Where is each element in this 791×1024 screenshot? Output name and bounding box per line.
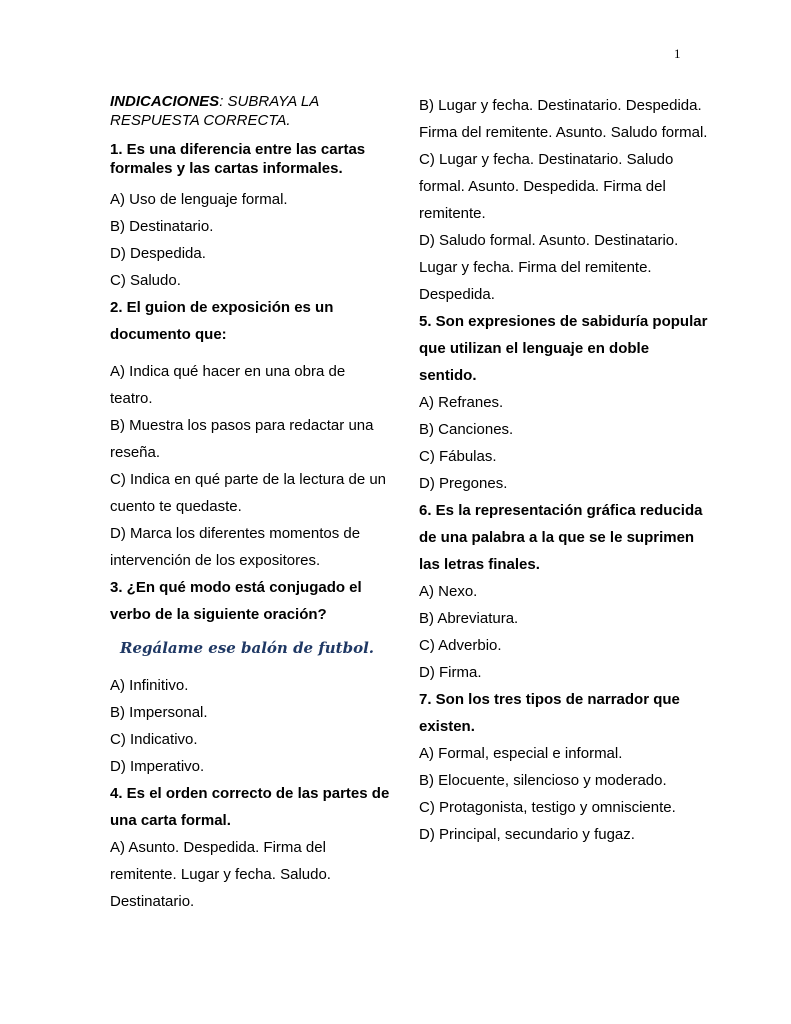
answer-option[interactable]: D) Despedida. — [110, 245, 206, 262]
question-3 — [110, 574, 390, 780]
question-4 — [110, 780, 390, 915]
answer-option[interactable]: B) Destinatario. — [110, 218, 214, 235]
answer-option[interactable]: C) Indicativo. — [110, 731, 198, 748]
question-2 — [110, 294, 390, 574]
question-6 — [419, 497, 709, 686]
answer-option[interactable]: C) Saludo. — [110, 272, 181, 289]
answer-option[interactable]: D) Saludo formal. Asunto. Destinatario. Lugar y fecha. Firma del remitente. Despedida. — [419, 232, 679, 303]
instructions-label: INDICACIONES — [110, 93, 220, 110]
question-prompt: 4. Es el orden correcto de las partes de una carta formal. — [110, 785, 390, 829]
question-1 — [110, 140, 390, 294]
question-5 — [419, 308, 709, 497]
answer-option[interactable]: A) Uso de lenguaje formal. — [110, 191, 288, 208]
answer-option[interactable]: C) Fábulas. — [419, 448, 497, 465]
question-prompt: 7. Son los tres tipos de narrador que existen. — [419, 691, 680, 735]
answer-option[interactable]: B) Impersonal. — [110, 704, 208, 721]
answer-option[interactable]: B) Lugar y fecha. Destinatario. Despedida. Firma del remitente. Asunto. Saludo formal. — [419, 97, 708, 141]
answer-option[interactable]: A) Asunto. Despedida. Firma del remitente. Lugar y fecha. Saludo. Destinatario. — [110, 839, 331, 910]
example-sentence: Regálame ese balón de futbol. — [120, 639, 375, 657]
answer-option[interactable]: A) Formal, especial e informal. — [419, 745, 623, 762]
answer-option[interactable]: D) Principal, secundario y fugaz. — [419, 826, 635, 843]
instructions-text: : SUBRAYA LA RESPUESTA CORRECTA. — [110, 93, 319, 129]
answer-option[interactable]: C) Protagonista, testigo y omnisciente. — [419, 799, 676, 816]
question-prompt: 3. ¿En qué modo está conjugado el verbo de la siguiente oración? — [110, 579, 362, 623]
answer-option[interactable]: B) Muestra los pasos para redactar una reseña. — [110, 417, 374, 461]
page-number: 1 — [674, 46, 681, 61]
answer-option[interactable]: B) Abreviatura. — [419, 610, 519, 627]
question-prompt: 1. Es una diferencia entre las cartas formales y las cartas informales. — [110, 141, 366, 177]
answer-option[interactable]: C) Indica en qué parte de la lectura de un cuento te quedaste. — [110, 471, 387, 515]
answer-option[interactable]: B) Canciones. — [419, 421, 514, 438]
answer-option[interactable]: D) Imperativo. — [110, 758, 205, 775]
answer-option[interactable]: B) Elocuente, silencioso y moderado. — [419, 772, 667, 789]
question-7 — [419, 686, 709, 848]
left-column — [110, 92, 390, 915]
answer-option[interactable]: C) Adverbio. — [419, 637, 502, 654]
question-prompt: 5. Son expresiones de sabiduría popular que utilizan el lenguaje en doble sentido. — [419, 313, 708, 384]
answer-option[interactable]: C) Lugar y fecha. Destinatario. Saludo formal. Asunto. Despedida. Firma del remitente. — [419, 151, 674, 222]
answer-option[interactable]: A) Infinitivo. — [110, 677, 189, 694]
answer-option[interactable]: A) Indica qué hacer en una obra de teatro. — [110, 363, 346, 407]
instructions — [110, 92, 390, 130]
answer-option[interactable]: A) Nexo. — [419, 583, 478, 600]
answer-option[interactable]: A) Refranes. — [419, 394, 504, 411]
answer-option[interactable]: D) Pregones. — [419, 475, 508, 492]
answer-option[interactable]: D) Firma. — [419, 664, 482, 681]
answer-option[interactable]: D) Marca los diferentes momentos de intervención de los expositores. — [110, 525, 361, 569]
question-prompt: 6. Es la representación gráfica reducida de una palabra a la que se le suprimen las letras finales. — [419, 502, 703, 573]
right-column — [419, 92, 709, 848]
question-prompt: 2. El guion de exposición es un documento que: — [110, 299, 334, 343]
